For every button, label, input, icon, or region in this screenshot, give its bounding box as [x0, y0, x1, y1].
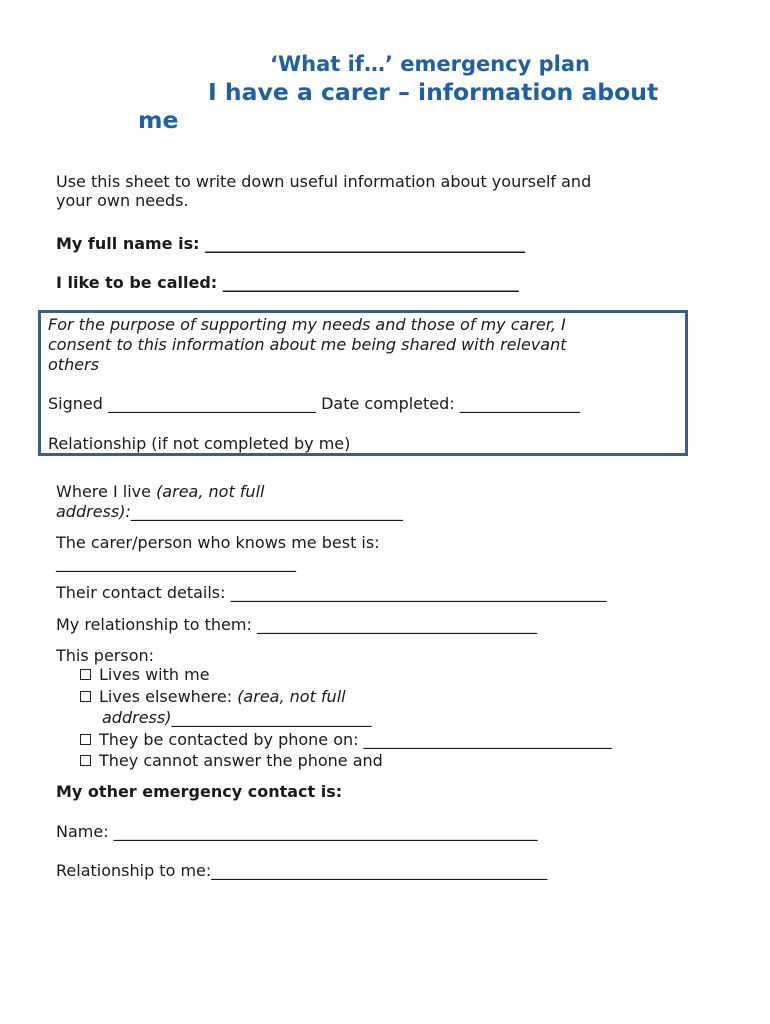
option-label: Lives elsewhere: — [99, 687, 238, 706]
address-blank[interactable]: __________________________________ — [130, 502, 403, 521]
preferred-name-field[interactable]: I like to be called: _____________________________________ — [56, 273, 519, 292]
full-name-field[interactable]: My full name is: ________________________________________ — [56, 234, 526, 253]
other-contact-heading: My other emergency contact is: — [56, 782, 343, 801]
this-person-label: This person: — [56, 646, 155, 665]
where-i-live-field[interactable] — [56, 502, 403, 522]
checkbox-icon[interactable] — [80, 669, 91, 680]
address-hint: address): — [56, 502, 131, 521]
relationship-if-not-me-label: Relationship (if not completed by me) — [48, 434, 351, 453]
where-i-live-hint: (area, not full — [156, 482, 265, 501]
elsewhere-address-blank[interactable]: _________________________ — [171, 708, 372, 727]
page-title: I have a carer – information about — [208, 78, 659, 106]
consent-text-line2: consent to this information about me being shared with relevant — [48, 335, 567, 354]
carer-best-field[interactable]: ______________________________ — [56, 553, 296, 572]
page-title-continued: me — [138, 106, 179, 134]
elsewhere-address-field[interactable] — [102, 708, 371, 728]
consent-text-line3: others — [48, 355, 99, 374]
option-phone-contact[interactable] — [80, 730, 612, 750]
relationship-to-them-field[interactable]: My relationship to them: ___________________________________ — [56, 615, 537, 634]
contact-details-field[interactable]: Their contact details: _______________________________________________ — [56, 583, 607, 602]
carer-best-label: The carer/person who knows me best is: — [56, 533, 380, 552]
option-cannot-answer-phone[interactable] — [80, 751, 383, 771]
other-contact-name-field[interactable]: Name: _____________________________________________________ — [56, 822, 538, 841]
checkbox-icon[interactable] — [80, 734, 91, 745]
where-i-live-label — [56, 482, 264, 502]
where-i-live-text: Where I live — [56, 482, 157, 501]
consent-text-line1: For the purpose of supporting my needs and those of my carer, I — [48, 315, 566, 334]
signed-date-field[interactable]: Signed __________________________ Date completed: _______________ — [48, 394, 580, 413]
intro-text-line2: your own needs. — [56, 191, 189, 210]
option-label: They be contacted by phone on: _______________________________ — [99, 730, 612, 749]
elsewhere-hint: (area, not full — [237, 687, 346, 706]
option-lives-elsewhere[interactable] — [80, 687, 346, 707]
option-label: Lives with me — [99, 665, 210, 684]
other-contact-relationship-field[interactable]: Relationship to me:__________________________________________ — [56, 861, 548, 880]
checkbox-icon[interactable] — [80, 691, 91, 702]
checkbox-icon[interactable] — [80, 755, 91, 766]
option-label: They cannot answer the phone and — [99, 751, 383, 770]
elsewhere-address-hint: address) — [102, 708, 172, 727]
plan-title: ‘What if…’ emergency plan — [270, 52, 590, 76]
option-lives-with-me[interactable] — [80, 665, 210, 685]
intro-text-line1: Use this sheet to write down useful information about yourself and — [56, 172, 592, 191]
